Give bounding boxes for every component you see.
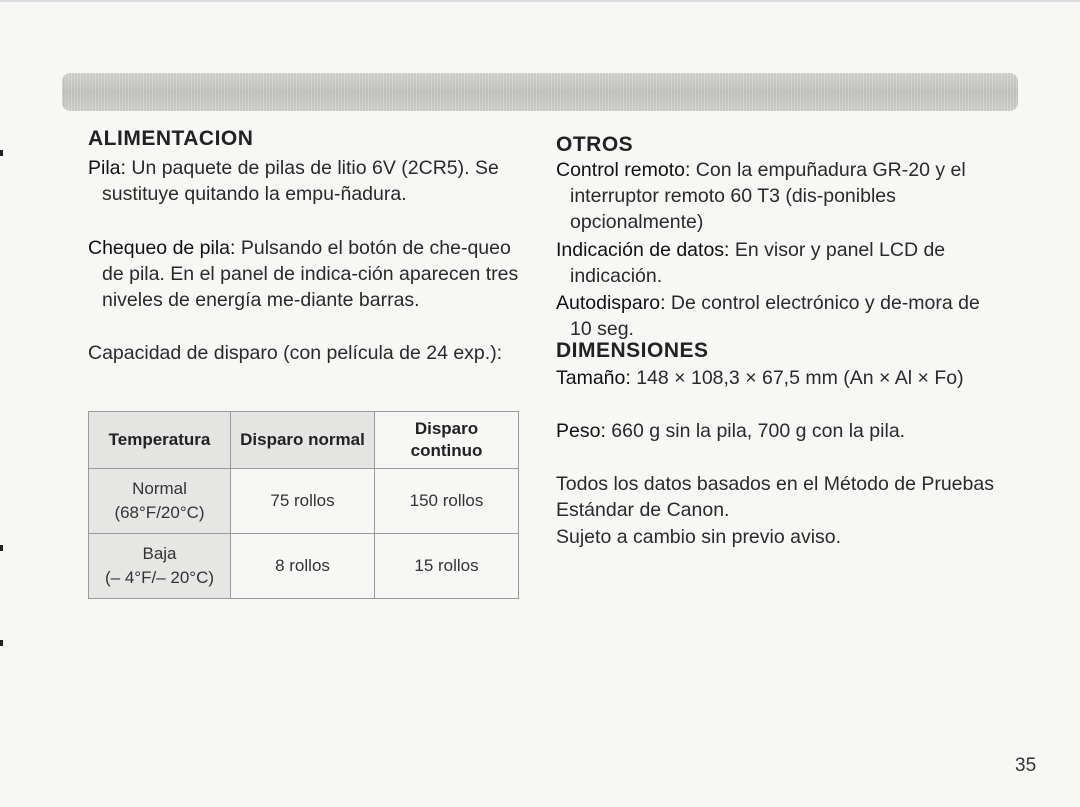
continuo-cell: 150 rollos	[375, 469, 519, 534]
binding-mark	[0, 545, 3, 551]
col-header-disparo-normal: Disparo normal	[231, 412, 375, 469]
heading-alimentacion: ALIMENTACION	[88, 127, 254, 150]
autodisparo-text: De control electrónico y de-mora de 10 seg.	[570, 292, 980, 340]
temp-range: (68°F/20°C)	[114, 503, 205, 522]
pila-label: Pila:	[88, 157, 126, 179]
indicacion-label: Indicación de datos:	[556, 239, 730, 261]
temp-name: Baja	[142, 544, 177, 563]
top-edge	[0, 0, 1080, 2]
peso-label: Peso:	[556, 420, 606, 442]
indicacion-text: En visor y panel LCD de indicación.	[570, 239, 946, 287]
col-header-disparo-continuo	[375, 412, 519, 469]
table-row	[89, 534, 519, 599]
peso-paragraph	[556, 418, 996, 444]
control-text: Con la empuñadura GR-20 y el interruptor remoto 60 T3 (dis-ponibles opcionalmente)	[570, 159, 966, 233]
nota-aviso: Sujeto a cambio sin previo aviso.	[556, 526, 842, 548]
temp-range: (– 4°F/– 20°C)	[104, 568, 215, 587]
nota-metodo: Todos los datos basados en el Método de Pruebas Estándar de Canon.	[556, 473, 994, 521]
table-row	[89, 469, 519, 534]
heading-dimensiones: DIMENSIONES	[556, 339, 709, 362]
chequeo-text: Pulsando el botón de che-queo de pila. En el panel de indica-ción aparecen tres niveles de energía me-diante barras.	[102, 237, 519, 311]
heading-otros: OTROS	[556, 133, 634, 156]
tamano-label: Tamaño:	[556, 367, 631, 389]
header-band	[62, 73, 1018, 111]
chequeo-paragraph	[88, 235, 534, 313]
normal-cell: 75 rollos	[231, 469, 375, 534]
col-header-disparo-continuo-text: Disparo continuo	[410, 419, 483, 460]
col-header-temperatura: Temperatura	[89, 412, 231, 469]
pila-paragraph	[88, 155, 534, 207]
peso-text: 660 g sin la pila, 700 g con la pila.	[605, 420, 906, 442]
chequeo-label: Chequeo de pila:	[88, 237, 236, 259]
control-label: Control remoto:	[556, 159, 691, 181]
capacidad-text: Capacidad de disparo (con película de 24 exp.):	[88, 342, 503, 364]
capacity-table	[88, 411, 519, 599]
temp-cell	[89, 469, 231, 534]
tamano-text: 148 × 108,3 × 67,5 mm (An × Al × Fo)	[630, 367, 964, 389]
continuo-cell: 15 rollos	[375, 534, 519, 599]
normal-cell: 8 rollos	[231, 534, 375, 599]
temp-cell	[89, 534, 231, 599]
page-number: 35	[1015, 755, 1037, 776]
control-paragraph	[556, 157, 1006, 235]
autodisparo-paragraph	[556, 290, 1006, 342]
indicacion-paragraph	[556, 237, 1006, 289]
temp-name: Normal	[132, 479, 187, 498]
autodisparo-label: Autodisparo:	[556, 292, 666, 314]
tamano-paragraph	[556, 365, 970, 391]
pila-text: Un paquete de pilas de litio 6V (2CR5). Se sustituye quitando la empu-ñadura.	[102, 157, 499, 205]
table-header-row	[89, 412, 519, 469]
binding-mark	[0, 640, 3, 646]
binding-mark	[0, 150, 3, 156]
